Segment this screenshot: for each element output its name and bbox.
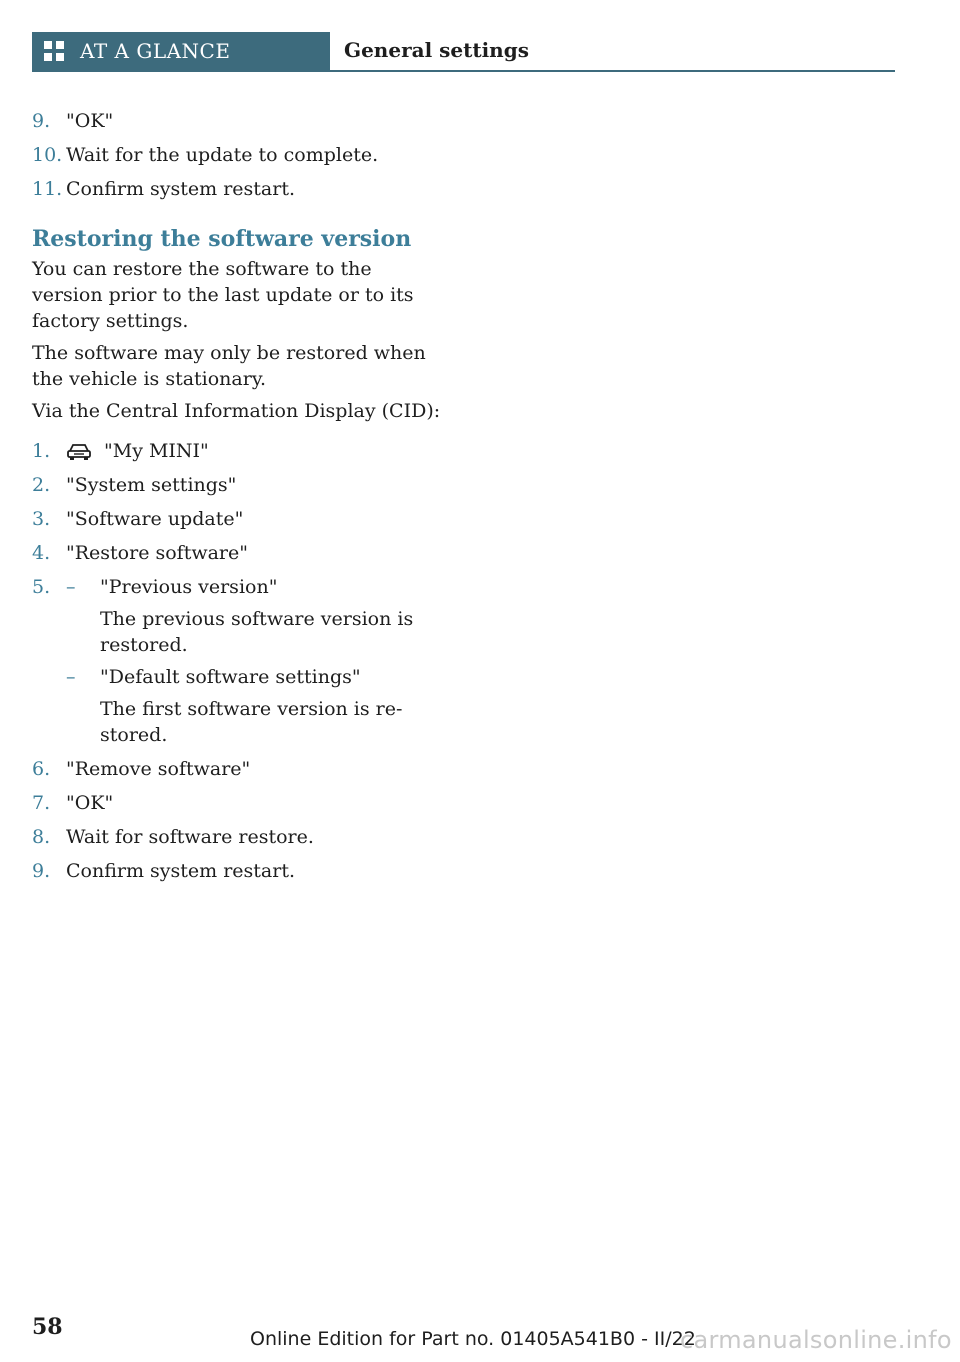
step-text: "Software update" [66, 508, 244, 530]
step-number: 7. [32, 792, 51, 814]
grid-icon [44, 41, 65, 62]
step-number: 3. [32, 508, 51, 530]
step-number: 9. [32, 860, 51, 882]
list-item [32, 858, 442, 884]
paragraph: Via the Central Information Display (CID): [32, 400, 441, 422]
step-text: Wait for the update to complete. [66, 144, 379, 166]
sub-option [66, 664, 442, 748]
option-description: The first software version is restored. [100, 698, 403, 746]
step-number: 4. [32, 542, 51, 564]
section-heading: Restoring the software version [32, 226, 412, 252]
list-item [32, 574, 442, 748]
main-content [32, 108, 442, 884]
list-item [32, 506, 442, 532]
bullet-dash: – [66, 666, 76, 688]
edition-note: Online Edition for Part no. 01405A541B0 - II/22 [250, 1328, 696, 1350]
step-number: 10. [32, 144, 63, 166]
step-number: 9. [32, 110, 51, 132]
step-text: "Restore software" [66, 542, 248, 564]
list-item [32, 824, 442, 850]
paragraph: The software may only be restored when the vehicle is stationary. [32, 342, 426, 390]
step-text: "My MINI" [104, 440, 209, 462]
step-text: "OK" [66, 110, 114, 132]
step-number: 5. [32, 576, 51, 598]
step-number: 6. [32, 758, 51, 780]
option-label: "Default software settings" [100, 666, 361, 688]
car-icon [66, 442, 92, 462]
step-number: 1. [32, 440, 51, 462]
list-item [32, 756, 442, 782]
page-header [32, 32, 895, 72]
step-text: "Remove software" [66, 758, 251, 780]
sub-option [66, 574, 442, 658]
list-item [32, 472, 442, 498]
watermark[interactable]: carmanualsonline.info [680, 1326, 952, 1354]
paragraph: You can restore the software to the version prior to the last update or to its factory settings. [32, 258, 414, 332]
section-tab[interactable] [32, 32, 330, 70]
section-label: AT A GLANCE [80, 39, 231, 63]
step-text: Confirm system restart. [66, 178, 295, 200]
option-description: The previous software version is restored. [100, 608, 414, 656]
bullet-dash: – [66, 576, 76, 598]
page-number: 58 [32, 1314, 63, 1340]
step-text: "System settings" [66, 474, 237, 496]
step-text: Confirm system restart. [66, 860, 295, 882]
step-number: 8. [32, 826, 51, 848]
list-item [32, 108, 442, 134]
step-number: 2. [32, 474, 51, 496]
list-item [32, 790, 442, 816]
step-number: 11. [32, 178, 63, 200]
list-item [32, 438, 442, 464]
list-item [32, 176, 442, 202]
step-text: "OK" [66, 792, 114, 814]
list-item [32, 142, 442, 168]
chapter-title: General settings [344, 38, 529, 62]
list-item [32, 540, 442, 566]
step-text: Wait for software restore. [66, 826, 314, 848]
option-label: "Previous version" [100, 576, 278, 598]
